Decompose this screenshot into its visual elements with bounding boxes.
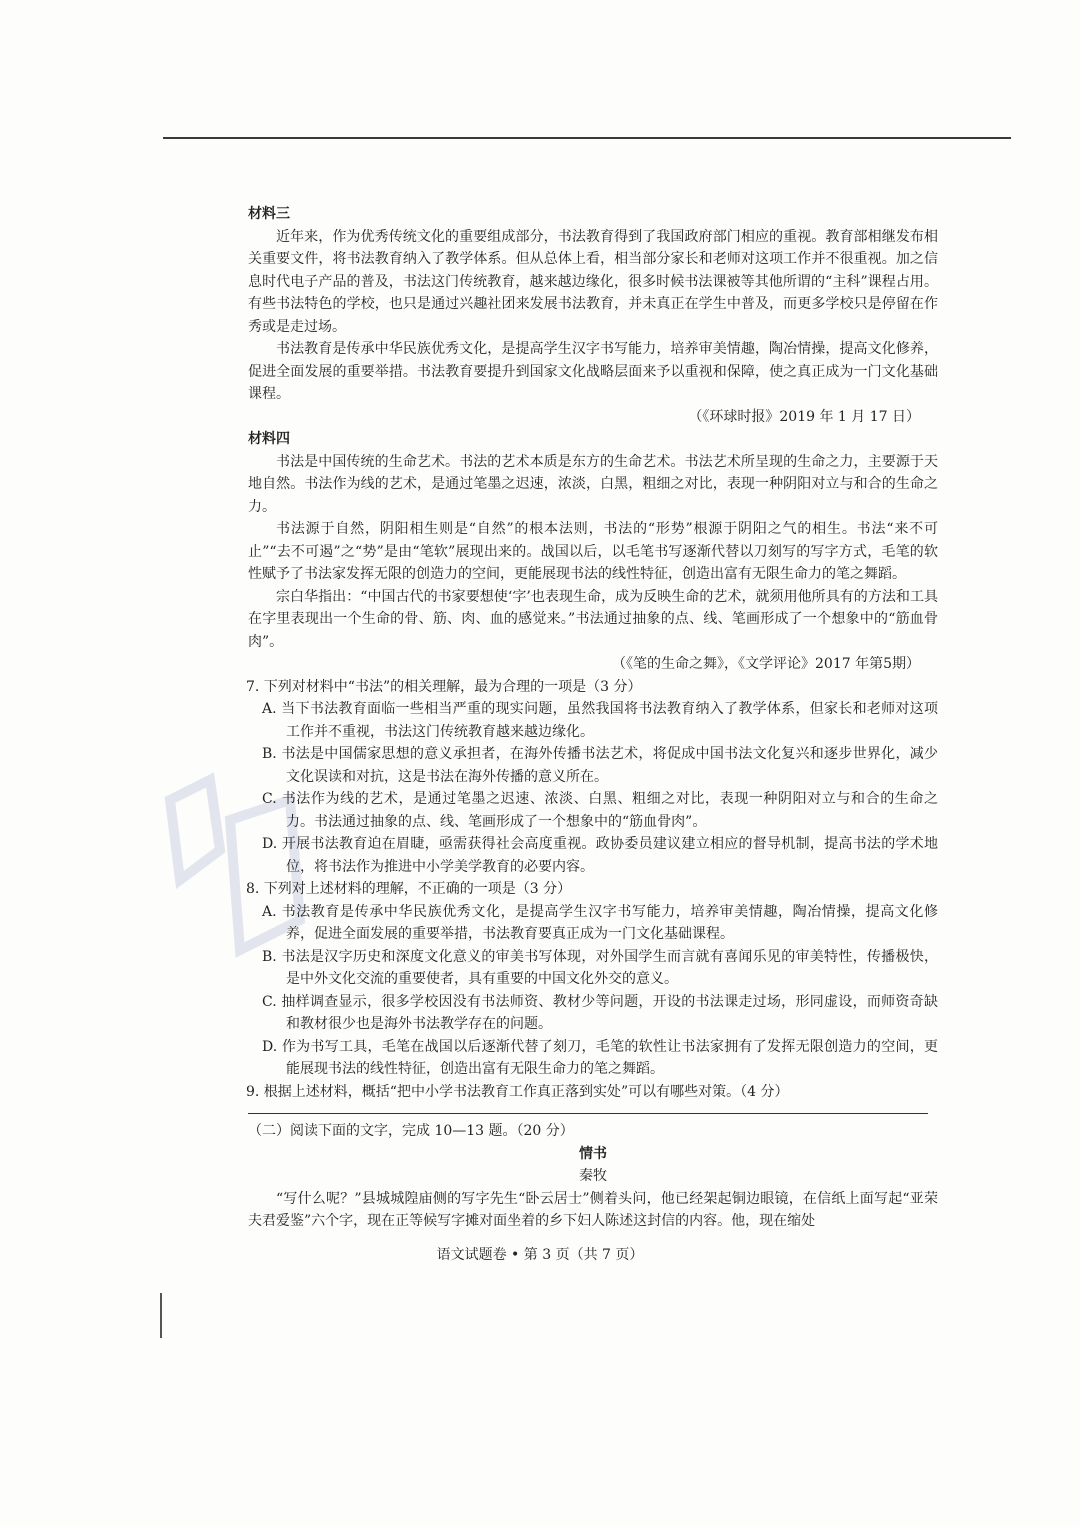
material-4-paragraph-3: 宗白华指出：“中国古代的书家要想使‘字’也表现生命，成为反映生命的艺术，就须用他所具有的方法和工具在字里表现出一个生命的骨、筋、肉、血的感觉来。”书法通过抽象的点、线、笔画形成了一个想象中的“筋血骨肉”。 <box>248 588 938 650</box>
question-7-option-b: B. 书法是中国儒家思想的意义承担者，在海外传播书法艺术，将促成中国书法文化复兴和逐步世界化，减少文化误读和对抗，这是书法在海外传播的意义所在。 <box>262 746 938 785</box>
section-divider <box>248 1113 928 1114</box>
question-9-stem: 9. 根据上述材料，概括“把中小学书法教育工作真正落到实处”可以有哪些对策。（4 分） <box>246 1083 789 1100</box>
question-7-option-d: D. 开展书法教育迫在眉睫，亟需获得社会高度重视。政协委员建议建立相应的督导机制，提高书法的学术地位，将书法作为推进中小学美学教育的必要内容。 <box>262 836 938 875</box>
question-8-option-c: C. 抽样调查显示，很多学校因没有书法师资、教材少等问题，开设的书法课走过场，形同虚设，而师资奇缺和教材很少也是海外书法教学存在的问题。 <box>262 993 938 1032</box>
section-2-intro: （二）阅读下面的文字，完成 10—13 题。（20 分） <box>248 1123 574 1139</box>
story-author: 秦牧 <box>579 1168 607 1184</box>
question-8-option-a: A. 书法教育是传承中华民族优秀文化，是提高学生汉字书写能力，培养审美情趣，陶冶情操，提高文化修养，促进全面发展的重要举措，书法教育要真正成为一门文化基础课程。 <box>262 903 938 942</box>
exam-page-body <box>248 203 938 1233</box>
material-3-paragraph-1: 近年来，作为优秀传统文化的重要组成部分，书法教育得到了我国政府部门相应的重视。教育部相继发布相关重要文件，将书法教育纳入了教学体系。但从总体上看，相当部分家长和老师对这项工作并不很重视。加之信息时代电子产品的普及，书法这门传统教育，越来越边缘化，很多时候书法课被等其他所谓的“主科”课程占用。有些书法特色的学校，也只是通过兴趣社团来发展书法教育，并未真正在学生中普及，而更多学校只是停留在作秀或是走过场。 <box>248 228 938 335</box>
material-3-heading: 材料三 <box>248 206 290 222</box>
material-4-paragraph-2: 书法源于自然，阴阳相生则是“自然”的根本法则，书法的“形势”根源于阴阳之气的相生。书法“来不可止”“去不可遏”之“势”是由“笔软”展现出来的。战国以后，以毛笔书写逐渐代替以刀刻写的写字方式，毛笔的软性赋予了书法家发挥无限的创造力的空间，更能展现书法的线性特征，创造出富有无限生命力的笔之舞蹈。 <box>248 521 938 582</box>
question-8-option-b: B. 书法是汉字历史和深度文化意义的审美书写体现，对外国学生而言就有喜闻乐见的审美特性，传播极快，是中外文化交流的重要使者，具有重要的中国文化外交的意义。 <box>262 948 938 987</box>
question-8-option-d: D. 作为书写工具，毛笔在战国以后逐渐代替了刻刀，毛笔的软性让书法家拥有了发挥无限创造力的空间，更能展现书法的线性特征，创造出富有无限生命力的笔之舞蹈。 <box>262 1038 938 1077</box>
material-4-paragraph-1: 书法是中国传统的生命艺术。书法的艺术本质是东方的生命艺术。书法艺术所呈现的生命之力，主要源于天地自然。书法作为线的艺术，是通过笔墨之迟速，浓淡，白黑，粗细之对比，表现一种阴阳对立与和合的生命之力。 <box>248 453 938 515</box>
material-4-heading: 材料四 <box>248 431 290 447</box>
material-3-source: （《环球时报》2019 年 1 月 17 日） <box>688 408 920 425</box>
story-title: 情书 <box>579 1145 607 1162</box>
material-4-source: （《笔的生命之舞》，《文学评论》2017 年第5期） <box>612 656 920 672</box>
left-margin-mark <box>160 1293 162 1338</box>
top-rule <box>163 137 1011 139</box>
question-7-option-c: C. 书法作为线的艺术，是通过笔墨之迟速、浓淡、白黑、粗细之对比，表现一种阴阳对立与和合的生命之力。书法通过抽象的点、线、笔画形成了一个想象中的“筋血骨肉”。 <box>262 791 938 830</box>
question-7-option-a: A. 当下书法教育面临一些相当严重的现实问题，虽然我国将书法教育纳入了教学体系，但家长和老师对这项工作并不重视，书法这门传统教育越来越边缘化。 <box>262 701 938 740</box>
page-footer: 语文试题卷 • 第 3 页（共 7 页） <box>436 1247 644 1263</box>
question-7-stem: 7. 下列对材料中“书法”的相关理解，最为合理的一项是（3 分） <box>246 678 642 695</box>
story-paragraph-1: “写什么呢？”县城城隍庙侧的写字先生“卧云居士”侧着头问，他已经架起铜边眼镜，在信纸上面写起“亚荣夫君爱鉴”六个字，现在正等候写字摊对面坐着的乡下妇人陈述这封信的内容。他，现在缩处 <box>248 1190 938 1229</box>
material-3-paragraph-2: 书法教育是传承中华民族优秀文化，是提高学生汉字书写能力，培养审美情趣，陶冶情操，提高文化修养，促进全面发展的重要举措。书法教育要提升到国家文化战略层面来予以重视和保障，使之真正成为一门文化基础课程。 <box>248 341 938 402</box>
question-8-stem: 8. 下列对上述材料的理解，不正确的一项是（3 分） <box>246 881 572 897</box>
